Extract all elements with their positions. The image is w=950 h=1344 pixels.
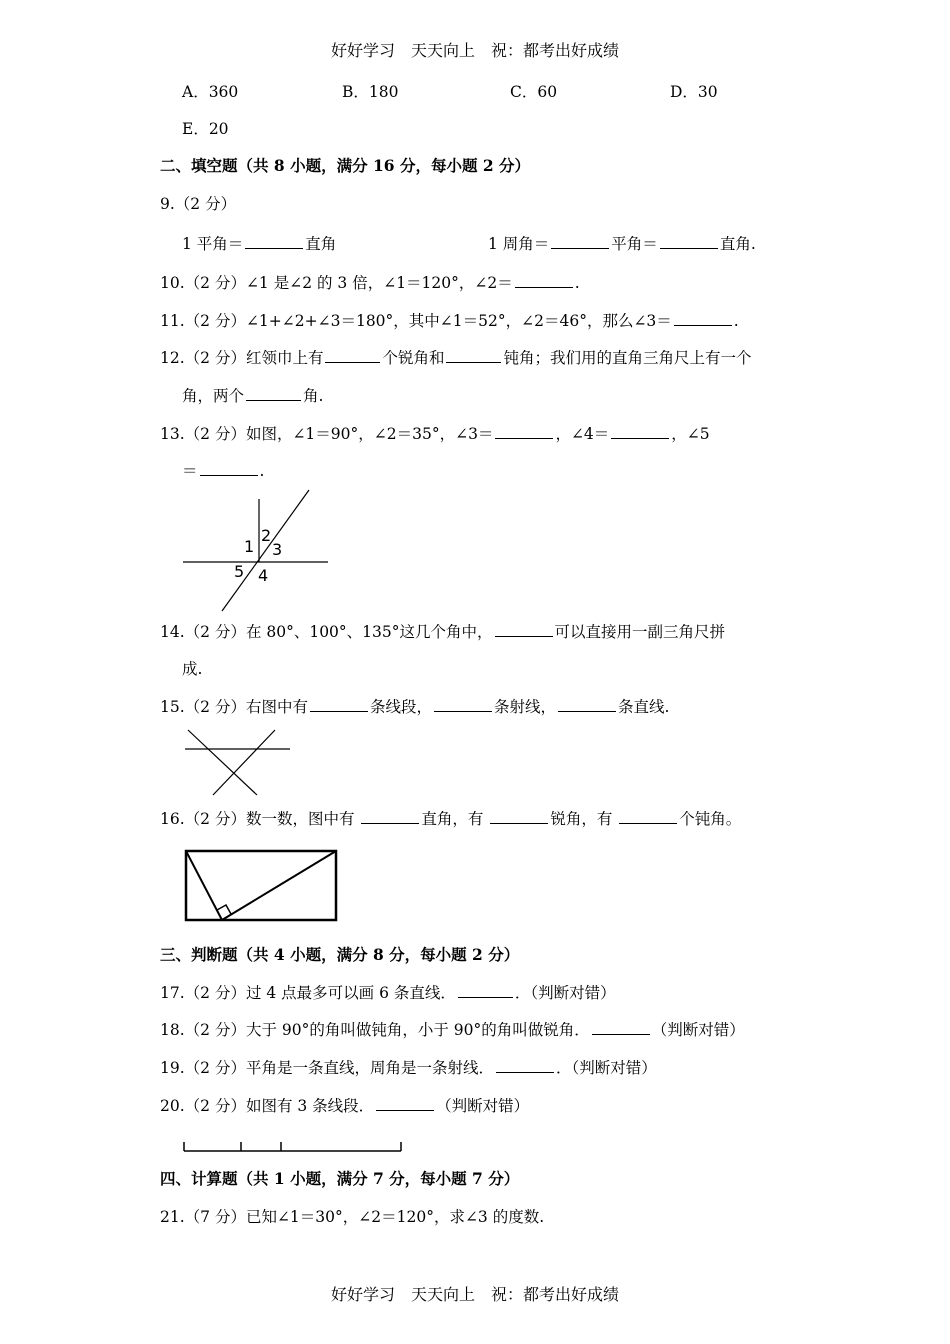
option-e: E．20: [182, 120, 229, 138]
question-12-line2: 角，两个 角.: [182, 387, 324, 405]
answer-blank: [551, 233, 609, 249]
figure-rectangle-right-angle: [180, 846, 342, 926]
angle-label-4: 4: [258, 566, 269, 585]
answer-blank: [361, 808, 419, 824]
question-15: 15.（2 分）右图中有 条线段， 条射线， 条直线.: [160, 698, 670, 716]
page-header: 好好学习 天天向上 祝：都考出好成绩: [331, 41, 620, 60]
answer-blank: [495, 621, 553, 637]
section-title-calculation: 四、计算题（共 1 小题，满分 7 分，每小题 7 分）: [160, 1169, 520, 1188]
page-footer: 好好学习 天天向上 祝：都考出好成绩: [331, 1285, 620, 1304]
question-18: 18.（2 分）大于 90°的角叫做钝角，小于 90°的角叫做锐角． （判断对错）: [160, 1021, 745, 1039]
question-9-head: 9.（2 分）: [160, 195, 237, 213]
figure-angles-intersecting-lines: [175, 485, 335, 615]
left-segment: [186, 851, 222, 920]
figure-lines-rays: [180, 724, 295, 800]
angle-label-2: 2: [261, 526, 272, 545]
answer-blank: [376, 1095, 434, 1111]
answer-blank: [619, 808, 677, 824]
answer-blank: [310, 696, 368, 712]
answer-blank: [611, 423, 669, 439]
answer-blank: [660, 233, 718, 249]
question-9-part2: 1 周角＝ 平角＝ 直角.: [488, 235, 756, 253]
angle-label-5: 5: [234, 562, 245, 581]
question-16: 16.（2 分）数一数，图中有 直角，有 锐角，有 个钝角。: [160, 810, 742, 828]
figure-segments: [180, 1138, 406, 1156]
question-12-line1: 12.（2 分）红领巾上有 个锐角和 钝角；我们用的直角三角尺上有一个: [160, 349, 752, 367]
answer-blank: [200, 460, 258, 476]
angle-label-3: 3: [272, 540, 283, 559]
option-c: C．60: [510, 83, 558, 101]
question-9-part1: 1 平角＝ 直角: [182, 235, 337, 253]
right-segment: [222, 851, 336, 920]
question-13-line1: 13.（2 分）如图，∠1＝90°，∠2＝35°，∠3＝ ，∠4＝ ，∠5: [160, 425, 710, 443]
option-a: A．360: [182, 83, 239, 101]
answer-blank: [592, 1019, 650, 1035]
question-20: 20.（2 分）如图有 3 条线段． （判断对错）: [160, 1097, 530, 1115]
question-19: 19.（2 分）平角是一条直线，周角是一条射线． ．（判断对错）: [160, 1059, 657, 1077]
section-title-fill-blank: 二、填空题（共 8 小题，满分 16 分，每小题 2 分）: [160, 156, 531, 175]
question-14-line2: 成.: [182, 660, 203, 678]
rectangle: [186, 851, 336, 920]
slanted-line: [222, 490, 309, 611]
question-10: 10.（2 分）∠1 是∠2 的 3 倍，∠1＝120°，∠2＝ .: [160, 274, 580, 292]
answer-blank: [558, 696, 616, 712]
option-b: B．180: [342, 83, 399, 101]
answer-blank: [325, 347, 380, 363]
option-d: D．30: [670, 83, 718, 101]
answer-blank: [446, 347, 501, 363]
answer-blank: [246, 385, 301, 401]
answer-blank: [515, 272, 573, 288]
answer-blank: [495, 423, 553, 439]
answer-blank: [490, 808, 548, 824]
answer-blank: [674, 310, 732, 326]
answer-blank: [458, 982, 513, 998]
question-11: 11.（2 分）∠1+∠2+∠3＝180°，其中∠1＝52°，∠2＝46°，那么∠3＝ .: [160, 312, 739, 330]
question-13-line2: ＝ .: [182, 462, 265, 480]
question-21: 21.（7 分）已知∠1＝30°，∠2＝120°，求∠3 的度数.: [160, 1208, 545, 1226]
angle-label-1: 1: [244, 537, 255, 556]
answer-blank: [245, 233, 303, 249]
answer-blank: [434, 696, 492, 712]
question-17: 17.（2 分）过 4 点最多可以画 6 条直线． ．（判断对错）: [160, 984, 616, 1002]
answer-blank: [496, 1057, 554, 1073]
question-14-line1: 14.（2 分）在 80°、100°、135°这几个角中， 可以直接用一副三角尺拼: [160, 623, 726, 641]
section-title-true-false: 三、判断题（共 4 小题，满分 8 分，每小题 2 分）: [160, 945, 520, 964]
